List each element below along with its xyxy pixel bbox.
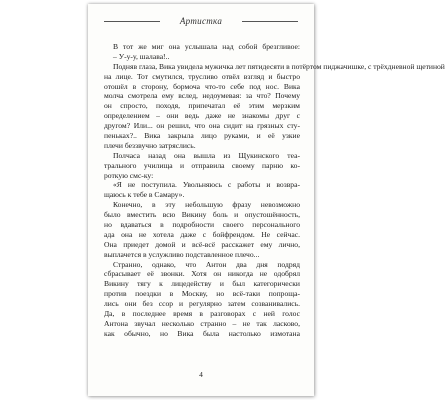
text-line: роткую смс-ку: — [104, 170, 154, 180]
text-line: пеньках?.. Вика закрыла лицо руками, и её узкие — [104, 131, 300, 141]
paragraph — [104, 200, 300, 259]
page-body-text — [104, 42, 445, 339]
paragraph — [104, 260, 300, 339]
text-line: Антона звучал несколько странно – не так ласково, — [104, 318, 300, 328]
text-line: лись они без ссор и регулярно затем созванивались. — [104, 299, 300, 309]
text-line: против поездки в Москву, но всё-таки попроща- — [104, 289, 300, 299]
text-line: Викину тягу к лицедейству и был категорически — [104, 279, 300, 289]
paragraph — [104, 151, 300, 181]
book-page — [88, 4, 445, 396]
text-line: «Я не поступила. Увольняюсь с работы и возвра- — [113, 180, 300, 190]
text-line: отошёл в сторону, бормоча что-то себе под нос. Вика — [104, 81, 300, 91]
text-line: определением – они ведь даже не знакомы друг с — [104, 111, 300, 121]
header-rule-right — [242, 21, 298, 22]
header-title: Артистка — [179, 16, 223, 26]
text-line: как обычно, но Вика была настолько измотана — [104, 328, 300, 338]
paragraph — [104, 42, 300, 62]
text-line: Полчаса назад она вышла из Щукинского теа- — [113, 150, 300, 160]
paragraph — [104, 180, 300, 200]
text-line: другом? Или... он решил, что она сидит на грязных сту- — [104, 121, 300, 131]
text-line: выплачется в услужливо подставленное плечо... — [104, 249, 260, 259]
text-line: Странно, однако, что Антон два дня подряд — [113, 259, 300, 269]
text-line: на лице. Тот смутился, трусливо отвёл взгляд и быстро — [104, 71, 300, 81]
text-line: трального училища и отправила своему парню ко- — [104, 160, 300, 170]
text-line: ада она не хотела даже с бойфрендом. Не сейчас. — [104, 229, 300, 239]
page-number: 4 — [199, 370, 203, 379]
running-header — [104, 14, 298, 28]
text-line: сбрасывает её звонки. Хотя он никогда не одобрял — [104, 269, 300, 279]
text-line: молча смотрела ему вслед, недоумевая: за что? Почему — [104, 91, 300, 101]
text-line: Да, в последнее время в разговорах с ней голос — [104, 309, 300, 319]
text-line: но вдаваться в подробности своего персонального — [104, 220, 300, 230]
paragraph — [104, 61, 445, 151]
text-line: Она приедет домой и всё-всё расскажет ему лично, — [104, 239, 300, 249]
text-line: было вместить всю Викину боль и опустошённость, — [104, 210, 300, 220]
text-line: он спросто, походя, припечатал её этим мерзким — [104, 101, 300, 111]
text-line: Конечно, в эту небольшую фразу невозможно — [113, 200, 300, 210]
text-line: щаюсь к тебе в Самару». — [104, 190, 185, 200]
text-line: – У-у-у, шалава!.. — [113, 51, 170, 61]
text-line: плечи беззвучно затряслись. — [104, 140, 196, 150]
text-line: В тот же миг она услышала над собой брезгливое: — [113, 42, 300, 51]
text-line: Подняв глаза, Вика увидела мужичка лет пятидесяти в потёртом пиджачишке, с трёхдневной щетиной — [113, 61, 445, 71]
